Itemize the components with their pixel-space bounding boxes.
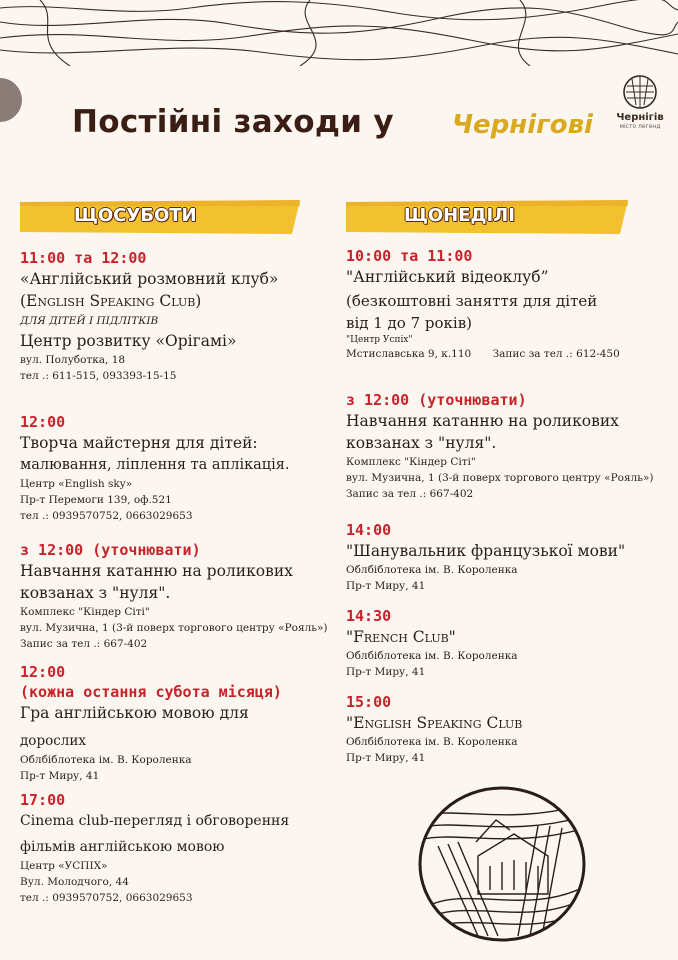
event-title: Cinema club-перегляд і обговорення (20, 813, 290, 829)
event-title: Гра англійською мовою для (20, 704, 249, 722)
event-detail: Пр-т Перемоги 139, оф.521 (20, 494, 172, 506)
event-title: Творча майстерня для дітей: (20, 434, 258, 452)
logo-tagline: місто легенд (619, 123, 661, 130)
event-item (20, 790, 340, 906)
event-title: Навчання катанню на роликових (346, 412, 619, 430)
event-detail: Пр-т Миру, 41 (346, 666, 426, 678)
event-item (20, 540, 340, 662)
yarn-ball-illustration (418, 786, 586, 942)
event-detail: тел .: 611-515, 093393-15-15 (20, 370, 177, 382)
event-detail: Запис за тел .: 667-402 (346, 488, 474, 500)
event-venue: Центр розвитку «Орігамі» (20, 332, 237, 350)
event-detail: Вул. Молодчого, 44 (20, 876, 129, 888)
event-detail: Облбіблотека ім. В. Короленка (346, 736, 518, 748)
event-detail: Облбіблотека ім. В. Короленка (20, 754, 192, 766)
event-time: з 12:00 (уточнювати) (20, 541, 201, 559)
event-time: 17:00 (20, 791, 66, 809)
event-time: 11:00 та 12:00 (20, 249, 147, 267)
event-time-note: (кожна остання субота місяця) (20, 683, 282, 701)
event-detail: Комплекс "Кіндер Сіті" (346, 456, 476, 468)
title-text: Постійні заходи у (72, 104, 394, 140)
event-time: 14:00 (346, 521, 392, 539)
event-item (346, 520, 672, 606)
event-item (20, 248, 340, 412)
event-title: дорослих (20, 733, 86, 749)
event-detail: вул. Музична, 1 (3-й поверх торгового центру «Рояль») (20, 622, 328, 634)
side-circle-decoration (0, 78, 22, 122)
event-title: "Англійський відеоклуб” (346, 268, 549, 286)
event-time: 15:00 (346, 693, 392, 711)
event-time: з 12:00 (уточнювати) (346, 391, 527, 409)
event-detail: Центр «УСПІХ» (20, 860, 108, 872)
event-title: фільмів англійською мовою (20, 839, 225, 855)
event-item (346, 692, 672, 766)
event-detail: "Центр Успіх" (346, 335, 413, 345)
event-detail: тел .: 0939570752, 0663029653 (20, 892, 193, 904)
event-title: "Шанувальник французької мови" (346, 542, 626, 560)
event-title: (English Speaking Club) (20, 292, 202, 310)
event-title: Навчання катанню на роликових (20, 562, 293, 580)
event-detail: Облбіблотека ім. В. Короленка (346, 564, 518, 576)
yarn-ball-logo-icon (622, 74, 658, 110)
event-detail: Облбіблотека ім. В. Короленка (346, 650, 518, 662)
event-title: (безкоштовні заняття для дітей (346, 292, 598, 310)
event-detail: вул. Музична, 1 (3-й поверх торгового центру «Рояль») (346, 472, 654, 484)
sunday-banner (346, 200, 628, 234)
event-address-row (346, 346, 672, 362)
title-city: Чернігові (452, 110, 593, 140)
sunday-column (346, 246, 672, 766)
event-detail: Пр-т Миру, 41 (346, 580, 426, 592)
event-title: «Англійський розмовний клуб» (20, 270, 279, 288)
saturday-column (20, 248, 340, 906)
event-title: малювання, ліплення та аплікація. (20, 457, 290, 473)
event-title: "French Club" (346, 628, 456, 646)
event-detail: тел .: 0939570752, 0663029653 (20, 510, 193, 522)
event-detail: Пр-т Миру, 41 (346, 752, 426, 764)
logo-name: Чернігів (616, 112, 664, 123)
event-title: ковзанах з "нуля". (346, 434, 497, 452)
event-time: 12:00 (20, 413, 66, 431)
saturday-label: ЩОСУБОТИ (74, 205, 197, 226)
event-item (346, 246, 672, 390)
event-time: 10:00 та 11:00 (346, 247, 473, 265)
event-detail: Комплекс "Кіндер Сіті" (20, 606, 150, 618)
event-time: 14:30 (346, 607, 392, 625)
event-title: "English Speaking Club (346, 714, 523, 732)
sunday-label: ЩОНЕДІЛІ (404, 205, 515, 226)
event-detail: Запис за тел .: 667-402 (20, 638, 148, 650)
event-phone: Запис за тел .: 612-450 (492, 348, 620, 360)
event-item (346, 606, 672, 692)
wave-lines-decoration (0, 0, 678, 66)
event-detail: вул. Полуботка, 18 (20, 354, 126, 366)
event-title: ковзанах з "нуля". (20, 584, 171, 602)
event-address: Мстиславська 9, к.110 (346, 348, 472, 360)
event-item (346, 390, 672, 520)
event-note: ДЛЯ ДІТЕЙ І ПІДЛІТКІВ (20, 315, 159, 327)
page-title (72, 104, 592, 148)
event-item (20, 662, 340, 790)
event-title: від 1 до 7 років) (346, 314, 473, 332)
city-logo (612, 74, 668, 146)
event-detail: Пр-т Миру, 41 (20, 770, 100, 782)
event-detail: Центр «English sky» (20, 478, 133, 490)
event-time: 12:00 (20, 663, 66, 681)
event-item (20, 412, 340, 540)
saturday-banner (20, 200, 300, 234)
